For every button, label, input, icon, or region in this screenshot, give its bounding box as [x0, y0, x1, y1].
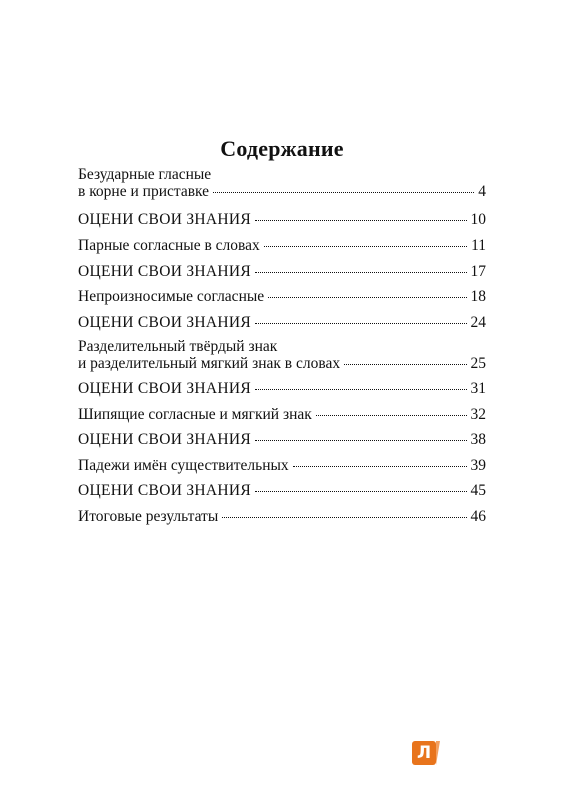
toc-page-number: 24 [470, 314, 486, 331]
dot-leader [255, 440, 466, 441]
toc-entry-label: Парные согласные в словах [78, 237, 260, 254]
dot-leader [222, 517, 466, 518]
toc-entry-row [78, 211, 486, 228]
toc-entry-label: в корне и приставке [78, 183, 210, 200]
toc-entry-row [78, 380, 486, 397]
toc-entry [78, 237, 486, 254]
toc-entry [78, 338, 486, 372]
dot-leader [255, 272, 466, 273]
toc-entry-row [78, 508, 486, 525]
toc-page-number: 31 [470, 380, 486, 397]
toc-page-number: 38 [470, 431, 486, 448]
toc-page-number: 32 [470, 406, 486, 423]
toc-page-number: 18 [470, 288, 486, 305]
toc-entry-row [78, 406, 486, 423]
toc-entry-row [78, 288, 486, 305]
toc-entry [78, 482, 486, 499]
toc-entry-label: Итоговые результаты [78, 508, 219, 525]
toc-page-number: 10 [470, 211, 486, 228]
toc-entry [78, 263, 486, 280]
toc-entry [78, 508, 486, 525]
toc-entry-label: Непроизносимые согласные [78, 288, 265, 305]
publisher-logo-icon: Л [412, 741, 436, 765]
toc-entry-label: и разделительный мягкий знак в словах [78, 355, 341, 372]
dot-leader [293, 466, 467, 467]
toc-entry [78, 431, 486, 448]
toc-entry-row [78, 457, 486, 474]
toc-page-number: 17 [470, 263, 486, 280]
dot-leader [255, 323, 466, 324]
dot-leader [264, 246, 467, 247]
toc-entry-label: ОЦЕНИ СВОИ ЗНАНИЯ [78, 211, 252, 228]
toc-entry-row [78, 183, 486, 200]
toc-entry-label: ОЦЕНИ СВОИ ЗНАНИЯ [78, 314, 252, 331]
toc-entry [78, 406, 486, 423]
toc-entry-row [78, 314, 486, 331]
toc-entry-label: ОЦЕНИ СВОИ ЗНАНИЯ [78, 431, 252, 448]
toc-entry [78, 380, 486, 397]
toc-page-number: 11 [471, 237, 486, 254]
toc-entry-row [78, 263, 486, 280]
toc-entry-label: Шипящие согласные и мягкий знак [78, 406, 312, 423]
toc-entry [78, 288, 486, 305]
dot-leader [316, 415, 467, 416]
toc-entry [78, 211, 486, 228]
toc-entry-row [78, 431, 486, 448]
dot-leader [268, 297, 466, 298]
toc-entry-row [78, 355, 486, 372]
toc-entry [78, 457, 486, 474]
toc-page-number: 39 [470, 457, 486, 474]
page-title: Содержание [220, 136, 344, 161]
toc-page-number: 45 [470, 482, 486, 499]
toc-entry-label: Падежи имён существительных [78, 457, 289, 474]
dot-leader [255, 220, 466, 221]
toc-entry [78, 314, 486, 331]
toc-entry-label: ОЦЕНИ СВОИ ЗНАНИЯ [78, 482, 252, 499]
toc-page-number: 4 [478, 183, 486, 200]
toc-entry-label: ОЦЕНИ СВОИ ЗНАНИЯ [78, 263, 252, 280]
toc-entry-row [78, 237, 486, 254]
dot-leader [255, 389, 466, 390]
toc-entry-first-line: Безударные гласные [78, 166, 212, 183]
toc-page-number: 25 [470, 355, 486, 372]
toc-entry-first-line: Разделительный твёрдый знак [78, 338, 278, 355]
dot-leader [344, 364, 466, 365]
dot-leader [255, 491, 466, 492]
toc-entry-row [78, 482, 486, 499]
toc-entry-label: ОЦЕНИ СВОИ ЗНАНИЯ [78, 380, 252, 397]
dot-leader [213, 192, 474, 193]
toc-entry [78, 166, 486, 200]
toc-page-number: 46 [470, 508, 486, 525]
